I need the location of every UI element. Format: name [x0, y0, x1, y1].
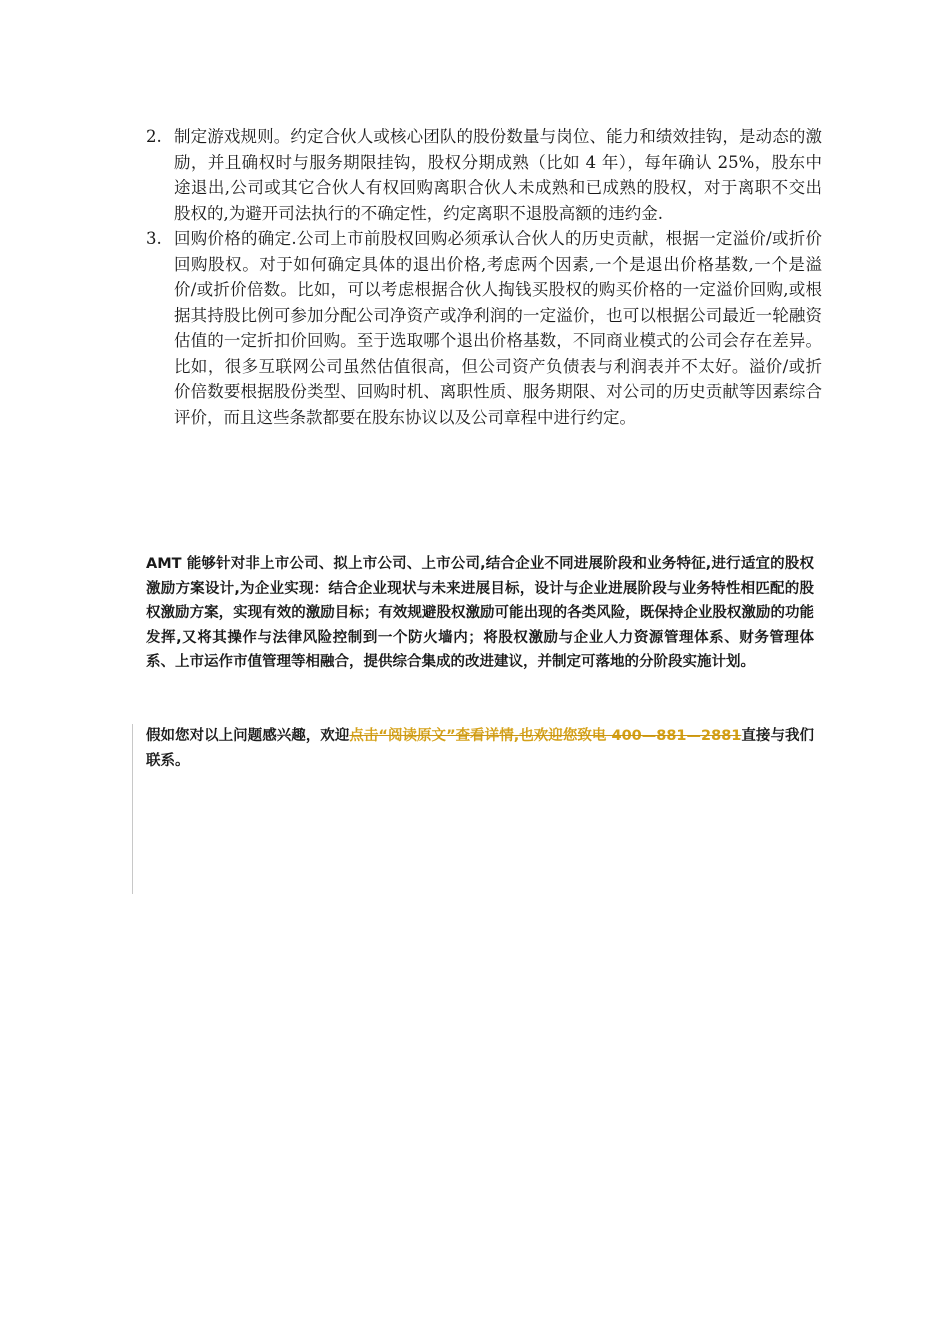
- list-item-text: 制定游戏规则。约定合伙人或核心团队的股份数量与岗位、能力和绩效挂钩，是动态的激励，并且确权时与服务期限挂钩，股权分期成熟（比如 4 年），每年确认 25%，股东中途退出,公司或其它合伙人有权回购离职合伙人未成熟和已成熟的股权，对于离职不交出股权的,为避开司法执行的不确定性，约定离职不退股高额的违约金.: [174, 127, 822, 223]
- contact-suffix: 直接与我们联系。: [146, 728, 815, 769]
- contact-paragraph: [146, 724, 814, 773]
- amt-summary-paragraph: AMT 能够针对非上市公司、拟上市公司、上市公司,结合企业不同进展阶段和业务特征,进行适宜的股权激励方案设计,为企业实现：结合企业现状与未来进展目标，设计与企业进展阶段与业务特性相匹配的股权激励方案，实现有效的激励目标；有效规避股权激励可能出现的各类风险，既保持企业股权激励的功能发挥,又将其操作与法律风险控制到一个防火墙内；将股权激励与企业人力资源管理体系、财务管理体系、上市运作市值管理等相融合，提供综合集成的改进建议，并制定可落地的分阶段实施计划。: [146, 556, 814, 670]
- list-item-3: [146, 226, 822, 430]
- contact-prefix: 假如您对以上问题感兴趣，欢迎: [146, 728, 350, 744]
- read-original-link[interactable]: 点击“阅读原文”查看详情,也欢迎您致电 400—881—2881: [349, 728, 742, 744]
- list-item-number: 2.: [146, 127, 162, 146]
- list-item-text: 回购价格的确定.公司上市前股权回购必须承认合伙人的历史贡献，根据一定溢价/或折价回购股权。对于如何确定具体的退出价格,考虑两个因素,一个是退出价格基数,一个是溢价/或折价倍数。比如，可以考虑根据合伙人掏钱买股权的购买价格的一定溢价回购,或根据其持股比例可参加分配公司净资产或净利润的一定溢价，也可以根据公司最近一轮融资估值的一定折扣价回购。至于选取哪个退出价格基数，不同商业模式的公司会存在差异。比如，很多互联网公司虽然估值很高，但公司资产负债表与利润表并不太好。溢价/或折价倍数要根据股份类型、回购时机、离职性质、服务期限、对公司的历史贡献等因素综合评价，而且这些条款都要在股东协议以及公司章程中进行约定。: [174, 229, 822, 427]
- numbered-list: [146, 124, 822, 430]
- margin-divider: [132, 724, 133, 894]
- list-item-number: 3.: [146, 229, 162, 248]
- list-item-2: [146, 124, 822, 226]
